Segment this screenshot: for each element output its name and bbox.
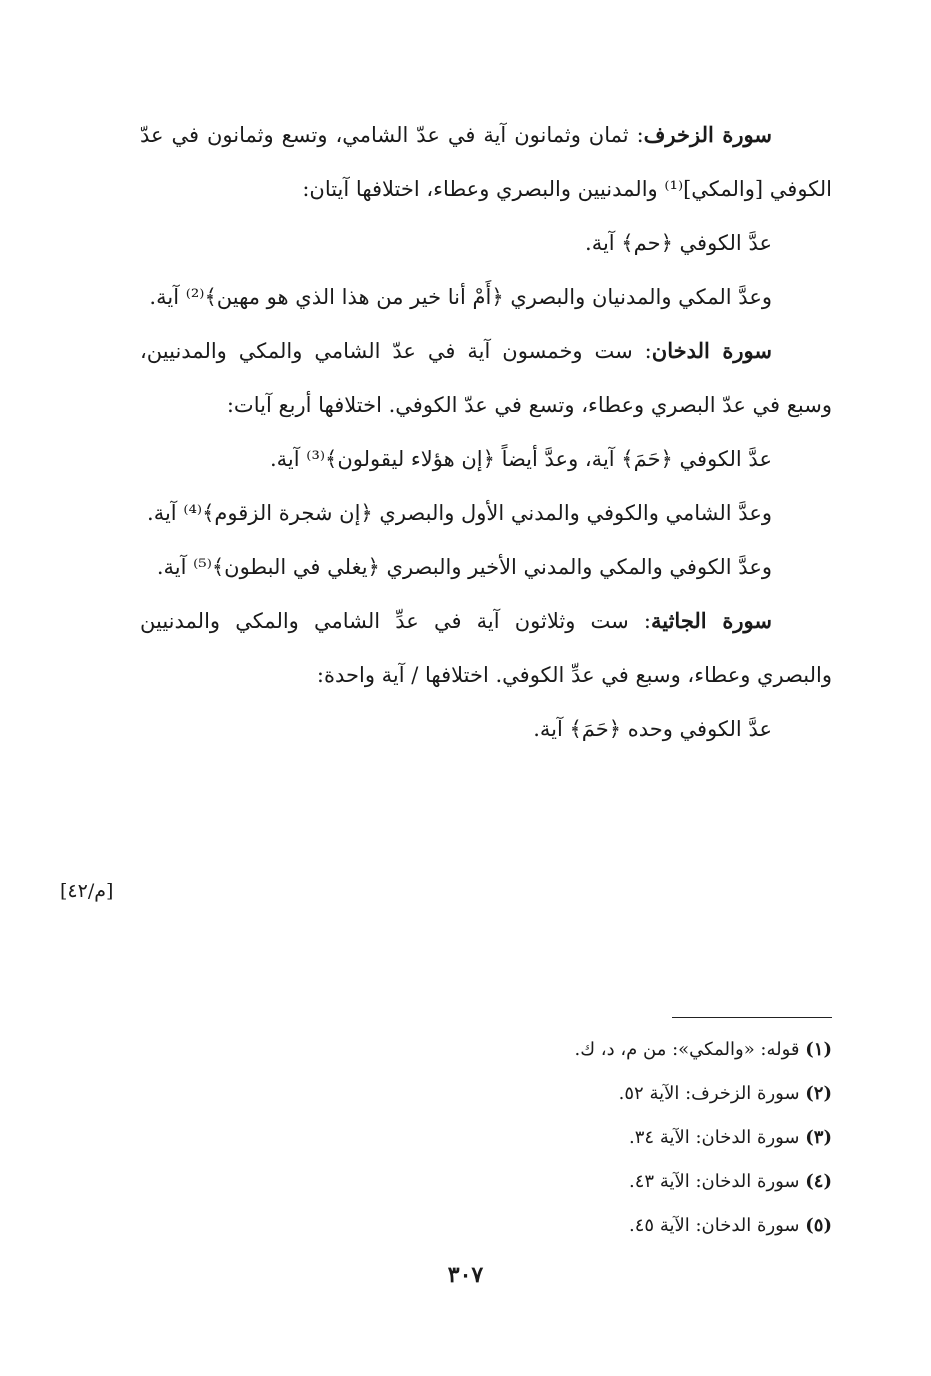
- page-number: ٣٠٧: [447, 1262, 484, 1288]
- footnote-number: (٥): [805, 1215, 832, 1236]
- footnotes: [140, 1028, 832, 1248]
- paragraph: [140, 216, 832, 270]
- footnote-number: (٣): [805, 1127, 832, 1148]
- footnote: [140, 1204, 832, 1248]
- surah-heading: سورة الجاثية: [650, 608, 772, 633]
- paragraph-text: : ست وخمسون آية في عدّ الشامي والمكي والمدنيين، وسبع في عدّ البصري وعطاء، وتسع في عدّ الكوفي. اختلافها أربع آيات:: [140, 339, 832, 417]
- paragraph-jathiya: [140, 594, 832, 702]
- footnote-number: (٤): [805, 1171, 832, 1192]
- footnote-text: سورة الدخان: الآية ٤٥.: [629, 1215, 800, 1236]
- paragraph-text: وعدَّ الشامي والكوفي والمدني الأول والبصري ﴿إن شجرة الزقوم﴾⁽⁴⁾ آية.: [147, 501, 772, 525]
- footnote-number: (١): [805, 1039, 832, 1060]
- paragraph: [140, 486, 832, 540]
- footnote-number: (٢): [805, 1083, 832, 1104]
- paragraph: [140, 432, 832, 486]
- paragraph-text: : ست وثلاثون آية في عدِّ الشامي والمكي والمدنيين والبصري وعطاء، وسبع في عدِّ الكوفي. اختلافها / آية واحدة:: [140, 609, 832, 687]
- paragraph-text: عدَّ الكوفي ﴿حم﴾ آية.: [585, 231, 772, 255]
- paragraph: [140, 270, 832, 324]
- paragraph-text: : ثمان وثمانون آية في عدّ الشامي، وتسع وثمانون في عدّ الكوفي [والمكي]⁽¹⁾ والمدنيين والبصري وعطاء، اختلافها آيتان:: [140, 123, 832, 201]
- paragraph: [140, 540, 832, 594]
- paragraph-dukhan: [140, 324, 832, 432]
- surah-heading: سورة الدخان: [651, 338, 772, 363]
- footnote: [140, 1072, 832, 1116]
- footnote-divider: [672, 1017, 832, 1018]
- paragraph-text: وعدَّ المكي والمدنيان والبصري ﴿أَمْ أنا خير من هذا الذي هو مهين﴾⁽²⁾ آية.: [149, 285, 772, 309]
- surah-heading: سورة الزخرف: [643, 122, 772, 147]
- footnote-text: قوله: «والمكي»: من م، د، ك.: [574, 1039, 800, 1060]
- footnote: [140, 1116, 832, 1160]
- footnote-text: سورة الدخان: الآية ٤٣.: [629, 1171, 800, 1192]
- footnote: [140, 1028, 832, 1072]
- paragraph-text: وعدَّ الكوفي والمكي والمدني الأخير والبصري ﴿يغلي في البطون﴾⁽⁵⁾ آية.: [156, 555, 772, 579]
- footnote: [140, 1160, 832, 1204]
- paragraph: [140, 702, 832, 756]
- margin-note: [م/٤٢]: [60, 880, 114, 902]
- main-text: [140, 108, 832, 756]
- footnote-text: سورة الزخرف: الآية ٥٢.: [618, 1083, 800, 1104]
- footnote-text: سورة الدخان: الآية ٣٤.: [629, 1127, 800, 1148]
- paragraph-text: عدَّ الكوفي وحده ﴿حَمَ﴾ آية.: [533, 717, 772, 741]
- paragraph-zukhruf: [140, 108, 832, 216]
- paragraph-text: عدَّ الكوفي ﴿حَمَ﴾ آية، وعدَّ أيضاً ﴿إن هؤلاء ليقولون﴾⁽³⁾ آية.: [270, 447, 772, 471]
